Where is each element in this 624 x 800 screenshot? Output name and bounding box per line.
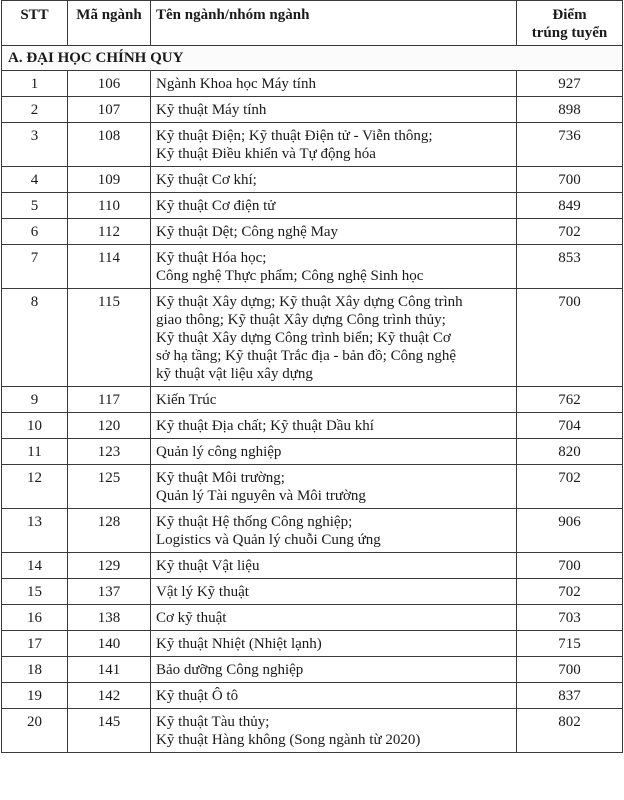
row-score: 802 bbox=[517, 709, 623, 753]
table-row bbox=[2, 387, 623, 413]
header-name: Tên ngành/nhóm ngành bbox=[151, 1, 517, 46]
row-code: 138 bbox=[68, 605, 151, 631]
row-name-line: Kỹ thuật Môi trường; bbox=[156, 470, 285, 486]
row-stt: 9 bbox=[2, 387, 68, 413]
table-row bbox=[2, 167, 623, 193]
table-row bbox=[2, 245, 623, 289]
row-name-line: Kỹ thuật Hóa học; bbox=[156, 250, 267, 266]
row-name-line: sở hạ tầng; Kỹ thuật Trắc địa - bản đồ; Công nghệ bbox=[156, 348, 456, 364]
header-code: Mã ngành bbox=[68, 1, 151, 46]
row-name bbox=[151, 245, 517, 289]
row-name-line: Logistics và Quản lý chuỗi Cung ứng bbox=[156, 532, 381, 548]
row-score: 704 bbox=[517, 413, 623, 439]
table-row bbox=[2, 605, 623, 631]
header-row bbox=[2, 1, 623, 46]
row-code: 110 bbox=[68, 193, 151, 219]
row-name-line: Kỹ thuật Ô tô bbox=[156, 688, 239, 704]
row-name bbox=[151, 465, 517, 509]
row-code: 106 bbox=[68, 71, 151, 97]
row-code: 145 bbox=[68, 709, 151, 753]
table-row bbox=[2, 579, 623, 605]
row-code: 142 bbox=[68, 683, 151, 709]
row-name bbox=[151, 657, 517, 683]
row-stt: 13 bbox=[2, 509, 68, 553]
row-name-line: Kỹ thuật Điện; Kỹ thuật Điện tử - Viễn thông; bbox=[156, 128, 433, 144]
row-name bbox=[151, 387, 517, 413]
row-name-line: Kỹ thuật Máy tính bbox=[156, 102, 267, 118]
row-name-line: Kỹ thuật Hàng không (Song ngành từ 2020) bbox=[156, 732, 421, 748]
row-stt: 5 bbox=[2, 193, 68, 219]
row-stt: 4 bbox=[2, 167, 68, 193]
row-name-line: Bảo dưỡng Công nghiệp bbox=[156, 662, 304, 678]
row-name-line: Cơ kỹ thuật bbox=[156, 610, 227, 626]
table-row bbox=[2, 413, 623, 439]
row-score: 906 bbox=[517, 509, 623, 553]
row-name-line: Ngành Khoa học Máy tính bbox=[156, 76, 316, 92]
row-score: 700 bbox=[517, 289, 623, 387]
row-name-line: Kỹ thuật Địa chất; Kỹ thuật Dầu khí bbox=[156, 418, 374, 434]
row-name bbox=[151, 71, 517, 97]
row-code: 114 bbox=[68, 245, 151, 289]
row-code: 140 bbox=[68, 631, 151, 657]
row-score: 820 bbox=[517, 439, 623, 465]
row-name bbox=[151, 605, 517, 631]
row-name-line: Kiến Trúc bbox=[156, 392, 217, 408]
row-score: 702 bbox=[517, 465, 623, 509]
row-score: 700 bbox=[517, 553, 623, 579]
row-stt: 11 bbox=[2, 439, 68, 465]
row-score: 853 bbox=[517, 245, 623, 289]
row-name-line: Kỹ thuật Xây dựng; Kỹ thuật Xây dựng Công trình bbox=[156, 294, 463, 310]
row-name bbox=[151, 97, 517, 123]
row-stt: 16 bbox=[2, 605, 68, 631]
row-score: 837 bbox=[517, 683, 623, 709]
section-title: A. ĐẠI HỌC CHÍNH QUY bbox=[2, 46, 623, 71]
row-name-line: Kỹ thuật Hệ thống Công nghiệp; bbox=[156, 514, 353, 530]
row-score: 700 bbox=[517, 657, 623, 683]
table-row bbox=[2, 289, 623, 387]
row-name-line: Quản lý Tài nguyên và Môi trường bbox=[156, 488, 366, 504]
row-name-line: Quản lý công nghiệp bbox=[156, 444, 282, 460]
row-stt: 8 bbox=[2, 289, 68, 387]
table-row bbox=[2, 123, 623, 167]
row-stt: 14 bbox=[2, 553, 68, 579]
row-stt: 3 bbox=[2, 123, 68, 167]
table-row bbox=[2, 439, 623, 465]
row-code: 120 bbox=[68, 413, 151, 439]
row-name bbox=[151, 413, 517, 439]
header-score-line1: Điểm bbox=[552, 7, 587, 23]
row-score: 927 bbox=[517, 71, 623, 97]
row-stt: 7 bbox=[2, 245, 68, 289]
row-name-line: Kỹ thuật Tàu thủy; bbox=[156, 714, 270, 730]
table-row bbox=[2, 219, 623, 245]
row-stt: 10 bbox=[2, 413, 68, 439]
row-name-line: giao thông; Kỹ thuật Xây dựng Công trình thủy; bbox=[156, 312, 446, 328]
row-stt: 19 bbox=[2, 683, 68, 709]
table-row bbox=[2, 193, 623, 219]
row-code: 107 bbox=[68, 97, 151, 123]
admission-scores-table bbox=[1, 0, 623, 753]
row-score: 702 bbox=[517, 219, 623, 245]
row-score: 700 bbox=[517, 167, 623, 193]
row-stt: 12 bbox=[2, 465, 68, 509]
row-code: 117 bbox=[68, 387, 151, 413]
header-score bbox=[517, 1, 623, 46]
table-row bbox=[2, 71, 623, 97]
row-score: 762 bbox=[517, 387, 623, 413]
table-row bbox=[2, 709, 623, 753]
table-row bbox=[2, 553, 623, 579]
table-row bbox=[2, 465, 623, 509]
row-score: 715 bbox=[517, 631, 623, 657]
row-name bbox=[151, 509, 517, 553]
row-stt: 20 bbox=[2, 709, 68, 753]
row-code: 141 bbox=[68, 657, 151, 683]
header-stt: STT bbox=[2, 1, 68, 46]
row-name bbox=[151, 631, 517, 657]
row-name bbox=[151, 553, 517, 579]
row-name-line: Kỹ thuật Dệt; Công nghệ May bbox=[156, 224, 339, 240]
row-code: 128 bbox=[68, 509, 151, 553]
table-row bbox=[2, 97, 623, 123]
row-code: 129 bbox=[68, 553, 151, 579]
row-name-line: Kỹ thuật Cơ điện tử bbox=[156, 198, 276, 214]
table-row bbox=[2, 509, 623, 553]
row-code: 109 bbox=[68, 167, 151, 193]
row-score: 736 bbox=[517, 123, 623, 167]
row-name bbox=[151, 709, 517, 753]
row-name-line: Kỹ thuật Nhiệt (Nhiệt lạnh) bbox=[156, 636, 322, 652]
row-score: 703 bbox=[517, 605, 623, 631]
row-code: 115 bbox=[68, 289, 151, 387]
row-name bbox=[151, 193, 517, 219]
table-row bbox=[2, 631, 623, 657]
row-name-line: Vật lý Kỹ thuật bbox=[156, 584, 249, 600]
table-row bbox=[2, 683, 623, 709]
row-name bbox=[151, 683, 517, 709]
row-name-line: kỹ thuật vật liệu xây dựng bbox=[156, 366, 313, 382]
row-name bbox=[151, 123, 517, 167]
row-code: 125 bbox=[68, 465, 151, 509]
row-name bbox=[151, 219, 517, 245]
table-row bbox=[2, 657, 623, 683]
row-stt: 17 bbox=[2, 631, 68, 657]
section-row bbox=[2, 46, 623, 71]
row-code: 112 bbox=[68, 219, 151, 245]
row-name-line: Công nghệ Thực phẩm; Công nghệ Sinh học bbox=[156, 268, 424, 284]
row-name bbox=[151, 579, 517, 605]
row-stt: 2 bbox=[2, 97, 68, 123]
row-score: 898 bbox=[517, 97, 623, 123]
row-name bbox=[151, 289, 517, 387]
row-name bbox=[151, 439, 517, 465]
row-score: 702 bbox=[517, 579, 623, 605]
row-name-line: Kỹ thuật Điều khiển và Tự động hóa bbox=[156, 146, 376, 162]
row-code: 137 bbox=[68, 579, 151, 605]
row-stt: 1 bbox=[2, 71, 68, 97]
row-name bbox=[151, 167, 517, 193]
row-score: 849 bbox=[517, 193, 623, 219]
row-stt: 15 bbox=[2, 579, 68, 605]
row-name-line: Kỹ thuật Xây dựng Công trình biển; Kỹ thuật Cơ bbox=[156, 330, 451, 346]
row-name-line: Kỹ thuật Vật liệu bbox=[156, 558, 260, 574]
row-stt: 18 bbox=[2, 657, 68, 683]
row-code: 108 bbox=[68, 123, 151, 167]
row-stt: 6 bbox=[2, 219, 68, 245]
row-name-line: Kỹ thuật Cơ khí; bbox=[156, 172, 257, 188]
row-code: 123 bbox=[68, 439, 151, 465]
header-score-line2: trúng tuyển bbox=[531, 25, 608, 41]
